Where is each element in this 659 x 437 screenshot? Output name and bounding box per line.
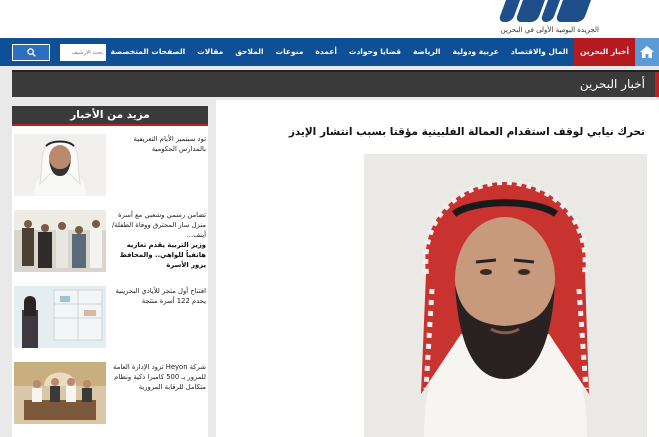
header: [0, 0, 659, 38]
person-photo-icon: [364, 154, 647, 437]
nav-item-supplements[interactable]: الملاحق: [235, 47, 264, 56]
group-thumbnail-icon: [14, 210, 106, 272]
person-thumbnail-icon: [14, 134, 106, 196]
section-title: أخبار البحرين: [579, 77, 645, 91]
news-item-text[interactable]: تود سبتمبر الأيام التعريفية بالمدارس الحكومية: [133, 135, 206, 153]
search-button[interactable]: [12, 44, 50, 61]
sidebar-title: مزيد من الأخبار: [70, 109, 150, 121]
article-area: [216, 100, 659, 437]
more-news-sidebar: [12, 106, 208, 437]
news-item-text[interactable]: افتتاح أول متجر للأيادي البحرينية يخدم 122 أسرة منتجة: [115, 287, 206, 305]
news-item-text[interactable]: [108, 210, 206, 270]
nav-item-articles[interactable]: مقالات: [197, 47, 224, 56]
nav-item-misc[interactable]: منوعات: [275, 47, 304, 56]
nav-item-incidents[interactable]: قضايا وحوادث: [348, 47, 401, 56]
sidebar-news-item[interactable]: [12, 362, 208, 434]
article-photo: [364, 154, 647, 437]
home-icon: [639, 44, 655, 60]
signing-thumbnail-icon: [14, 362, 106, 424]
logo-mark: [499, 0, 599, 22]
search-input[interactable]: [60, 44, 106, 61]
store-thumbnail-icon: [14, 286, 106, 348]
sidebar-header: [12, 106, 208, 126]
nav-items: [105, 38, 636, 66]
sidebar-news-item[interactable]: [12, 134, 208, 206]
sidebar-news-item[interactable]: [12, 286, 208, 358]
logo[interactable]: [489, 0, 599, 38]
section-header: [12, 70, 659, 97]
news-thumbnail[interactable]: [14, 286, 106, 348]
nav-item-columns[interactable]: أعمدة: [315, 47, 337, 56]
search-box: [12, 44, 106, 61]
nav-item-world[interactable]: عربية ودولية: [452, 47, 499, 56]
sidebar-news-item[interactable]: [12, 210, 208, 282]
search-icon: [27, 48, 36, 57]
news-item-summary[interactable]: تضامن رسمي وشعبي مع أسرة منزل سار المحترق ووفاة الطفلة/ أينف...: [111, 211, 206, 239]
nav-item-bahrain-news[interactable]: أخبار البحرين: [574, 38, 635, 66]
news-thumbnail[interactable]: [14, 134, 106, 196]
news-thumbnail[interactable]: [14, 210, 106, 272]
news-thumbnail[interactable]: [14, 362, 106, 424]
home-button[interactable]: [635, 38, 659, 66]
main-nav: [0, 38, 659, 66]
nav-item-economy[interactable]: المال والاقتصاد: [510, 47, 569, 56]
nav-item-special-pages[interactable]: الصفحات المتخصصة: [110, 47, 186, 56]
section-accent: [655, 72, 659, 97]
tagline: الجريدة اليومية الأولى في البحرين: [500, 26, 599, 34]
news-item-text[interactable]: شركة Heyon تزود الإدارة العامة للمرور بـ 500 كاميرا ذكية ونظام متكامل للرقابة المرورية: [113, 363, 206, 391]
article-headline: تحرك نيابي لوقف استقدام العمالة الفلبينية مؤقتا بسبب انتشار الإيدز: [288, 126, 645, 138]
news-item-highlight[interactable]: وزير التربية يقدم تعازيه هاتفياً للواهي.. والمحافظ يزور الأسرة: [119, 241, 206, 269]
nav-item-sports[interactable]: الرياضة: [413, 47, 441, 56]
